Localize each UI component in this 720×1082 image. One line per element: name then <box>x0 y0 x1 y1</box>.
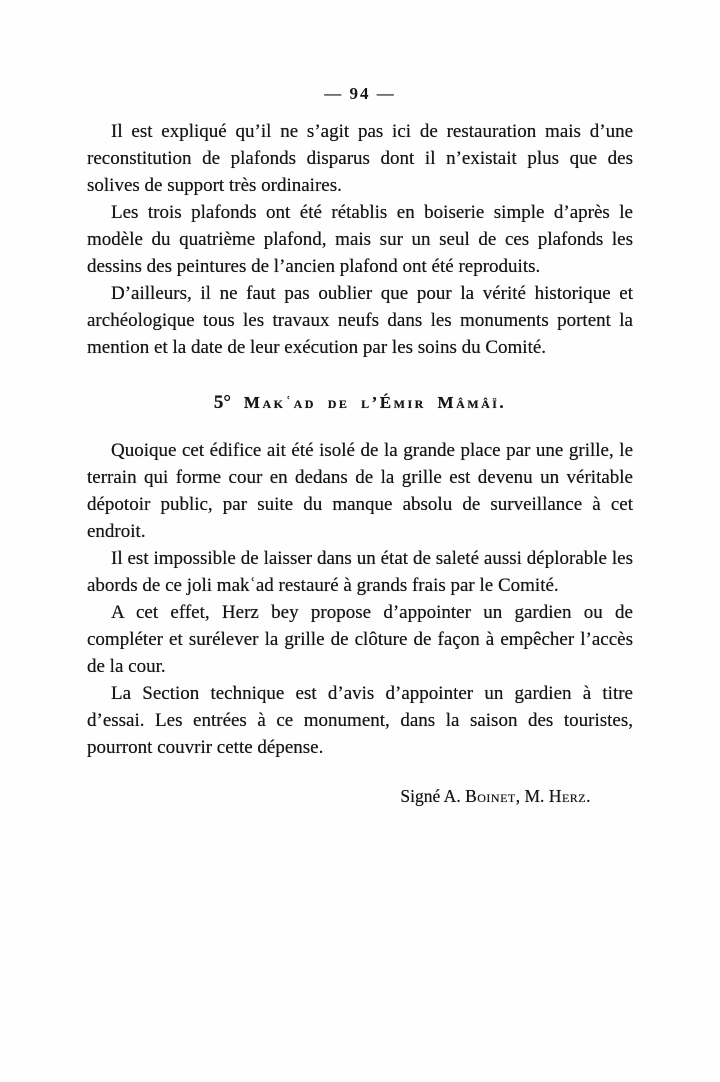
section-heading <box>87 392 633 414</box>
signature-name-boinet: Boinet <box>465 786 516 806</box>
paragraph-salete-abords: Il est impossible de laisser dans un état de saleté aussi déplorable les abords de ce joli makʿad restauré à grands frais par le Comité. <box>87 548 633 596</box>
paragraph-proposition-herz: A cet effet, Herz bey propose d’appointer un gardien ou de compléter et surélever la grille de clôture de façon à empêcher l’accès de la cour. <box>87 602 633 677</box>
section-number: 5° <box>213 392 231 413</box>
paragraph-verite-historique: D’ailleurs, il ne faut pas oublier que pour la vérité historique et archéologique tous les travaux neufs dans les monuments portent la mention et la date de leur exécution par les soins du Comité. <box>87 283 633 358</box>
signature-line <box>87 765 633 828</box>
paragraph-trois-plafonds: Les trois plafonds ont été rétablis en boiserie simple d’après le modèle du quatrième plafond, mais sur un seul de ces plafonds les dessins des peintures de l’ancien plafond ont été reproduits. <box>87 202 633 277</box>
section-title: Makʿad de l’Émir Mâmâï. <box>243 393 507 412</box>
paragraph-reconstitution: Il est expliqué qu’il ne s’agit pas ici de restauration mais d’une reconstitution de plafonds disparus dont il n’existait plus que des solives de support très ordinaires. <box>87 121 633 196</box>
signature-prefix: Signé A. <box>400 786 466 806</box>
paragraph-section-technique: La Section technique est d’avis d’appointer un gardien à titre d’essai. Les entrées à ce monument, dans la saison des touristes, pourront couvrir cette dépense. <box>87 683 633 758</box>
paragraph-grille-depotoir: Quoique cet édifice ait été isolé de la grande place par une grille, le terrain qui forme cour en dedans de la grille est devenu un véritable dépotoir public, par suite du manque absolu de surveillance à cet endroit. <box>87 440 633 542</box>
text-block <box>87 118 633 828</box>
signature-name-herz: Herz. <box>548 786 591 806</box>
page-number: — 94 — <box>324 84 396 103</box>
signature-separator: , M. <box>515 786 549 806</box>
